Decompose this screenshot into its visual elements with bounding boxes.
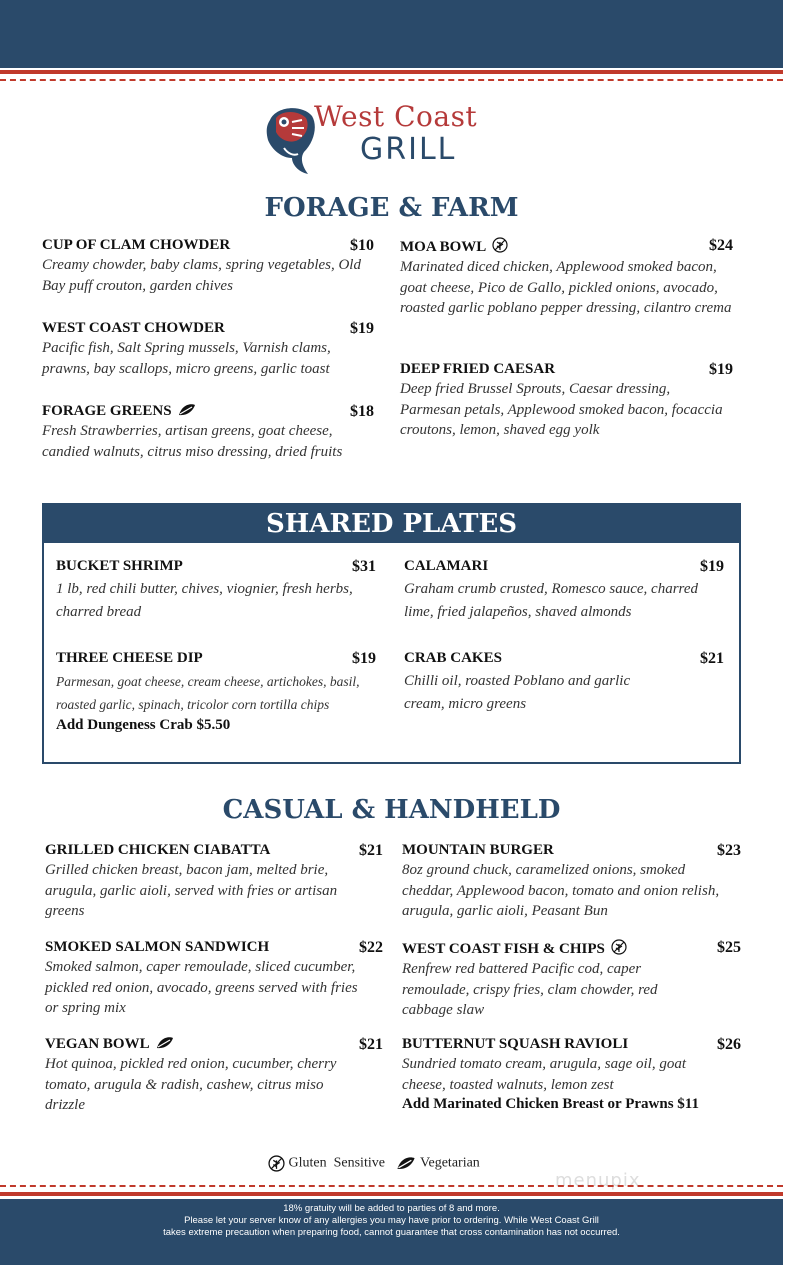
header-red-stripe — [0, 70, 783, 74]
logo — [262, 100, 522, 180]
item-name: DEEP FRIED CAESAR — [400, 361, 556, 377]
item-name: THREE CHEESE DIP — [56, 650, 203, 666]
menu-item-three-cheese-dip — [56, 650, 376, 734]
item-addon: Add Marinated Chicken Breast or Prawns $11 — [402, 1096, 699, 1112]
item-price: $21 — [700, 650, 724, 667]
item-description: Grilled chicken breast, bacon jam, melted brie, arugula, garlic aioli, served with fries or artisan greens — [45, 862, 338, 919]
item-description: Marinated diced chicken, Applewood smoked bacon, goat cheese, Pico de Gallo, pickled onions, avocado, roasted garlic poblano pepper dressing, cilantro crema — [400, 259, 732, 316]
item-description: Graham crumb crusted, Romesco sauce, charred lime, fried jalapeños, shaved almonds — [404, 581, 698, 620]
item-name: CUP OF CLAM CHOWDER — [42, 237, 231, 253]
item-name: BUCKET SHRIMP — [56, 558, 183, 574]
item-description: 8oz ground chuck, caramelized onions, smoked cheddar, Applewood bacon, tomato and onion relish, arugula, garlic aioli, Peasant Bun — [402, 862, 720, 919]
leaf-icon — [396, 1156, 416, 1171]
section-title-casual-handheld: CASUAL & HANDHELD — [222, 795, 561, 825]
section-title-forage-farm: FORAGE & FARM — [264, 193, 519, 223]
menu-item-calamari — [404, 558, 724, 624]
item-name: VEGAN BOWL — [45, 1036, 150, 1052]
footer-dashed-line — [0, 1185, 783, 1187]
item-description: Pacific fish, Salt Spring mussels, Varnish clams, prawns, bay scallops, micro greens, garlic toast — [42, 340, 331, 377]
item-name: BUTTERNUT SQUASH RAVIOLI — [402, 1036, 629, 1052]
menu-item-vegan-bowl — [45, 1036, 383, 1116]
menu-item-forage-greens — [42, 403, 374, 462]
item-price: $23 — [717, 842, 741, 859]
item-name: CALAMARI — [404, 558, 489, 574]
legend-gluten-label: Gluten Sensitive — [288, 1155, 385, 1171]
item-price: $19 — [700, 558, 724, 575]
item-price: $26 — [717, 1036, 741, 1053]
header-dashed-line — [0, 79, 783, 81]
item-price: $19 — [709, 361, 733, 378]
item-addon: Add Dungeness Crab $5.50 — [56, 717, 231, 733]
leaf-icon — [178, 403, 196, 417]
leaf-icon — [156, 1036, 174, 1050]
item-description: Sundried tomato cream, arugula, sage oil, goat cheese, toasted walnuts, lemon zest — [402, 1056, 687, 1093]
item-price: $19 — [350, 320, 374, 337]
menu-item-cup-of-clam-chowder — [42, 237, 374, 296]
item-description: Parmesan, goat cheese, cream cheese, artichokes, basil, roasted garlic, spinach, tricolor corn tortilla chips — [56, 674, 360, 712]
menu-item-grilled-chicken-ciabatta — [45, 842, 383, 922]
section-title-shared-plates: SHARED PLATES — [44, 505, 739, 543]
item-price: $21 — [359, 842, 383, 859]
dietary-legend — [268, 1155, 480, 1172]
footer-gratuity: 18% gratuity will be added to parties of 8 and more. — [283, 1203, 500, 1214]
item-description: Creamy chowder, baby clams, spring vegetables, Old Bay puff crouton, garden chives — [42, 257, 361, 294]
salmon-logo-icon — [262, 102, 318, 178]
menu-item-west-coast-fish-and-chips — [402, 939, 741, 1021]
logo-text-west-coast: West Coast — [314, 100, 478, 133]
menu-item-west-coast-chowder — [42, 320, 374, 379]
item-name: FORAGE GREENS — [42, 403, 172, 419]
legend-vegetarian-label: Vegetarian — [419, 1155, 480, 1171]
logo-text-grill: GRILL — [360, 132, 457, 167]
item-name: MOUNTAIN BURGER — [402, 842, 554, 858]
menu-item-bucket-shrimp — [56, 558, 376, 624]
item-description: Deep fried Brussel Sprouts, Caesar dressing, Parmesan petals, Applewood smoked bacon, focaccia croutons, lemon, shaved egg yolk — [400, 381, 723, 438]
item-description: Smoked salmon, caper remoulade, sliced cucumber, pickled red onion, avocado, greens served with fries or spring mix — [45, 959, 358, 1016]
menu-item-moa-bowl — [400, 237, 733, 319]
menu-item-smoked-salmon-sandwich — [45, 939, 383, 1019]
footer-notice — [0, 1203, 783, 1239]
item-price: $18 — [350, 403, 374, 420]
item-name: WEST COAST CHOWDER — [42, 320, 225, 336]
item-name: CRAB CAKES — [404, 650, 502, 666]
menu-item-crab-cakes — [404, 650, 724, 716]
item-name: GRILLED CHICKEN CIABATTA — [45, 842, 271, 858]
gluten-sensitive-icon — [492, 237, 508, 253]
item-price: $19 — [352, 650, 376, 667]
gluten-sensitive-icon — [611, 939, 627, 955]
menu-item-mountain-burger — [402, 842, 741, 922]
header-bar — [0, 0, 783, 68]
item-name: SMOKED SALMON SANDWICH — [45, 939, 270, 955]
item-price: $10 — [350, 237, 374, 254]
gluten-sensitive-icon — [268, 1155, 285, 1172]
watermark: menupix — [555, 1170, 641, 1191]
item-description: Chilli oil, roasted Poblano and garlic cream, micro greens — [404, 673, 631, 712]
item-name: MOA BOWL — [400, 239, 487, 255]
footer-allergy-line1: Please let your server know of any allergies you may have prior to ordering. While West Coast Grill — [184, 1215, 599, 1226]
shared-plates-box — [42, 503, 741, 764]
item-description: Fresh Strawberries, artisan greens, goat cheese, candied walnuts, citrus miso dressing, dried fruits — [42, 423, 343, 460]
item-description: Renfrew red battered Pacific cod, caper remoulade, crispy fries, clam chowder, red cabbage slaw — [402, 961, 658, 1018]
item-price: $25 — [717, 939, 741, 956]
footer-red-stripe — [0, 1192, 783, 1196]
item-description: 1 lb, red chili butter, chives, viognier, fresh herbs, charred bread — [56, 581, 353, 620]
item-description: Hot quinoa, pickled red onion, cucumber, cherry tomato, arugula & radish, cashew, citrus miso drizzle — [45, 1056, 337, 1113]
item-price: $22 — [359, 939, 383, 956]
item-price: $31 — [352, 558, 376, 575]
item-price: $21 — [359, 1036, 383, 1053]
footer-allergy-line2: takes extreme precaution when preparing food, cannot guarantee that cross contamination has not occurred. — [163, 1227, 620, 1238]
item-name: WEST COAST FISH & CHIPS — [402, 941, 605, 957]
item-price: $24 — [709, 237, 733, 254]
menu-item-butternut-squash-ravioli — [402, 1036, 741, 1113]
menu-item-deep-fried-caesar — [400, 361, 733, 441]
